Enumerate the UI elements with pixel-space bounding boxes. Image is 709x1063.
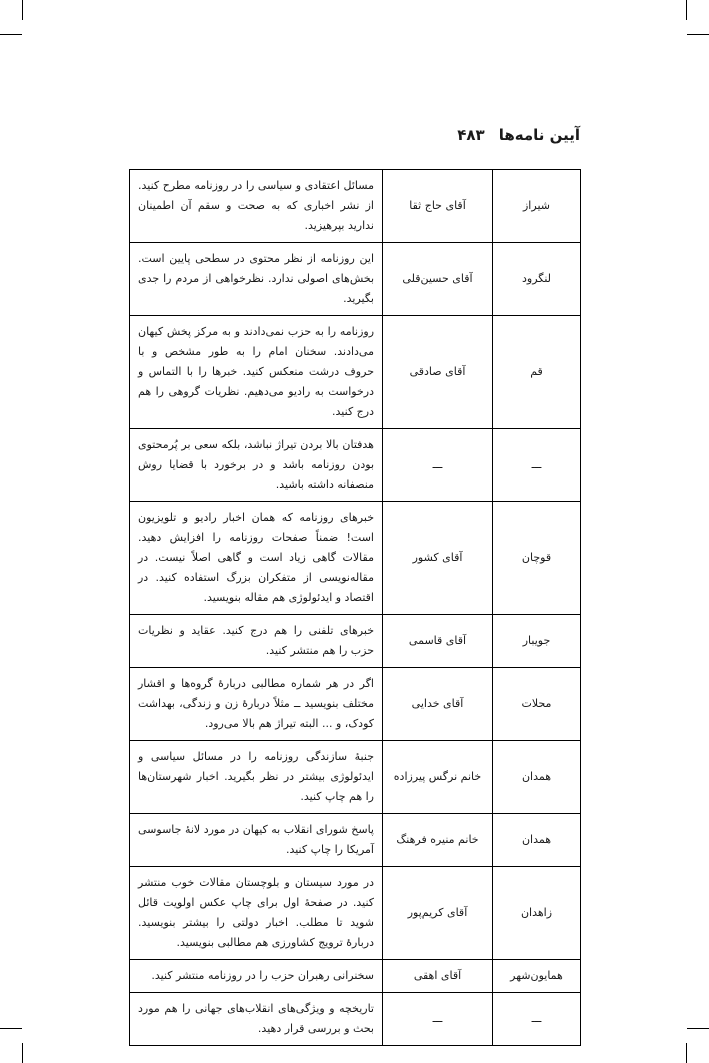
comment-cell: خبرهای روزنامه که همان اخبار رادیو و تلویزیون است! ضمناً صفحات روزنامه را افزایش دهید. مقالات گاهی زیاد است و گاهی اصلاً نیست. در مقاله‌نویسی از متفکران بزرگ استفاده کنید. در اقتصاد و ایدئولوژی هم مقاله بنویسید. [130, 502, 383, 615]
table-row [130, 170, 581, 243]
person-cell: ـــ [383, 429, 493, 502]
crop-mark [0, 1028, 22, 1029]
comment-cell: در مورد سیستان و بلوچستان مقالات خوب منتشر کنید. در صفحهٔ اول برای چاپ عکس اولویت قائل شوید تا مطلب. اخبار دولتی را بیشتر بنویسید. دربارهٔ ترویج کشاورزی هم مطالبی بنویسید. [130, 867, 383, 960]
person-cell: آقای کشور [383, 502, 493, 615]
city-cell: شیراز [493, 170, 581, 243]
table-row [130, 960, 581, 993]
city-cell: ـــ [493, 993, 581, 1046]
person-cell: آقای کریم‌پور [383, 867, 493, 960]
person-cell: آقای حاج ثقا [383, 170, 493, 243]
table-row [130, 814, 581, 867]
comment-cell: مسائل اعتقادی و سیاسی را در روزنامه مطرح کنید. از نشر اخباری که به صحت و سقم آن اطمینان ندارید بپرهیزید. [130, 170, 383, 243]
person-cell: خانم نرگس پیرزاده [383, 741, 493, 814]
city-cell: همایون‌شهر [493, 960, 581, 993]
person-cell: ـــ [383, 993, 493, 1046]
city-cell: جویبار [493, 615, 581, 668]
person-cell: آقای صادقی [383, 316, 493, 429]
crop-mark [686, 1043, 687, 1063]
city-cell: قوچان [493, 502, 581, 615]
person-cell: آقای خدایی [383, 668, 493, 741]
person-cell: خانم منیره فرهنگ [383, 814, 493, 867]
comment-cell: این روزنامه از نظر محتوی در سطحی پایین است. بخش‌های اصولی ندارد. نظرخواهی از مردم را جدی بگیرید. [130, 243, 383, 316]
person-cell: آقای حسین‌قلی [383, 243, 493, 316]
comment-cell: هدفتان بالا بردن تیراژ نباشد، بلکه سعی بر پُرمحتوی بودن روزنامه باشد و در برخورد با قضایا روش منصفانه داشته باشید. [130, 429, 383, 502]
table-row [130, 867, 581, 960]
city-cell: لنگرود [493, 243, 581, 316]
comment-cell: پاسخ شورای انقلاب به کیهان در مورد لانهٔ جاسوسی آمریکا را چاپ کنید. [130, 814, 383, 867]
crop-mark [686, 0, 687, 20]
comments-table [129, 169, 581, 1046]
table-row [130, 741, 581, 814]
crop-mark [687, 1028, 709, 1029]
table-row [130, 615, 581, 668]
crop-mark [687, 34, 709, 35]
crop-mark [22, 0, 23, 20]
table-row [130, 316, 581, 429]
running-title: آیین نامه‌ها [498, 126, 580, 144]
city-cell: زاهدان [493, 867, 581, 960]
table-row [130, 668, 581, 741]
person-cell: آقای قاسمی [383, 615, 493, 668]
crop-mark [0, 34, 22, 35]
comment-cell: روزنامه را به حزب نمی‌دادند و به مرکز پخش کیهان می‌دادند. سخنان امام را به طور مشخص و با حروف درشت منعکس کنید. خبرها را با التماس و درخواست به رادیو می‌دهیم. نظریات گروهی را هم درج کنید. [130, 316, 383, 429]
table-row [130, 993, 581, 1046]
city-cell: ـــ [493, 429, 581, 502]
comment-cell: تاریخچه و ویژگی‌های انقلاب‌های جهانی را هم مورد بحث و بررسی قرار دهید. [130, 993, 383, 1046]
page-number: ۴۸۳ [457, 126, 485, 144]
city-cell: همدان [493, 814, 581, 867]
running-header [130, 124, 580, 146]
table-row [130, 502, 581, 615]
person-cell: آقای اهقی [383, 960, 493, 993]
comment-cell: سخنرانی رهبران حزب را در روزنامه منتشر کنید. [130, 960, 383, 993]
comment-cell: اگر در هر شماره مطالبی دربارهٔ گروه‌ها و اقشار مختلف بنویسید ــ مثلاً دربارهٔ زن و زندگی، بهداشت کودک، و ... البته تیراژ هم بالا می‌رود. [130, 668, 383, 741]
comment-cell: خبرهای تلفنی را هم درج کنید. عقاید و نظریات حزب را هم منتشر کنید. [130, 615, 383, 668]
crop-mark [22, 1043, 23, 1063]
city-cell: همدان [493, 741, 581, 814]
city-cell: قم [493, 316, 581, 429]
comment-cell: جنبهٔ سازندگی روزنامه را در مسائل سیاسی و ایدئولوژی بیشتر در نظر بگیرید. اخبار شهرستان‌ها را هم چاپ کنید. [130, 741, 383, 814]
city-cell: محلات [493, 668, 581, 741]
table-row [130, 429, 581, 502]
table-row [130, 243, 581, 316]
